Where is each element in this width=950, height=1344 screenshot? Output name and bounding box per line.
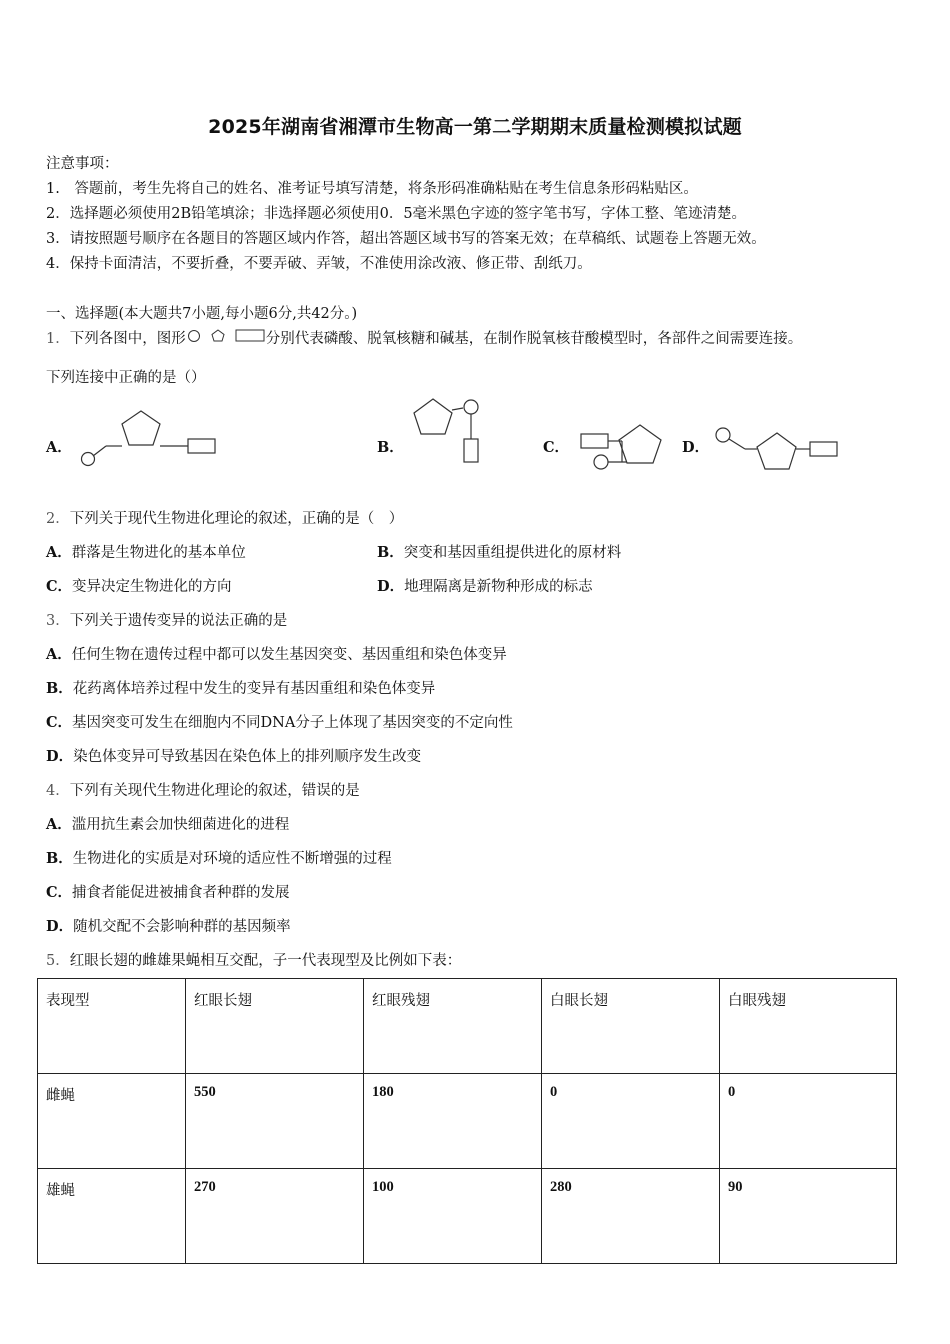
q4-option-a[interactable] (46, 813, 289, 834)
table-cell: 0 (542, 1074, 720, 1169)
option-text: 基因突变可发生在细胞内不同DNA分子上体现了基因突变的不定向性 (72, 715, 513, 731)
q3-option-c[interactable] (46, 711, 513, 732)
option-text: 变异决定生物进化的方向 (72, 579, 232, 595)
option-label: D． (46, 748, 74, 765)
q4-option-b[interactable] (46, 847, 392, 868)
question-number: 3． (46, 613, 70, 629)
table-header-cell: 白眼长翅 (542, 979, 720, 1074)
q2-option-d[interactable] (377, 575, 593, 596)
q4-stem-text: 下列有关现代生物进化理论的叙述，错误的是 (69, 783, 360, 799)
table-cell: 0 (720, 1074, 897, 1169)
q2-option-c[interactable] (46, 575, 232, 596)
notice-heading: 注意事项： (46, 156, 119, 172)
q2-option-b[interactable] (377, 541, 621, 562)
q2-stem-text: 下列关于现代生物进化理论的叙述，正确的是（ ） (69, 511, 404, 527)
q1-option-a-diagram (78, 405, 223, 470)
option-text: 滥用抗生素会加快细菌进化的进程 (71, 817, 290, 833)
table-cell: 270 (186, 1169, 364, 1264)
q1-stem-line2: 下列连接中正确的是（） (46, 370, 206, 386)
q1-stem-part-b: 分别代表磷酸、脱氧核糖和碱基，在制作脱氧核苷酸模型时，各部件之间需要连接。 (265, 331, 803, 347)
notice-item: 4．保持卡面清洁，不要折叠，不要弄破、弄皱，不准使用涂改液、修正带、刮纸刀。 (46, 256, 592, 272)
option-text: 地理隔离是新物种形成的标志 (404, 579, 593, 595)
option-text: 群落是生物进化的基本单位 (71, 545, 246, 561)
option-text: 染色体变异可导致基因在染色体上的排列顺序发生改变 (73, 749, 422, 765)
q1-option-d-diagram (712, 425, 844, 475)
option-label: D． (46, 918, 74, 935)
q3-stem-text: 下列关于遗传变异的说法正确的是 (69, 613, 288, 629)
option-text: 任何生物在遗传过程中都可以发生基因突变、基因重组和染色体变异 (71, 647, 507, 663)
table-cell: 雄蝇 (38, 1169, 186, 1264)
option-label: B． (377, 544, 404, 561)
q1-option-a-label[interactable]: A． (46, 439, 72, 456)
q1-stem (46, 327, 802, 348)
table-cell: 100 (364, 1169, 542, 1264)
q2-option-a[interactable] (46, 541, 246, 562)
option-text: 生物进化的实质是对环境的适应性不断增强的过程 (72, 851, 392, 867)
table-header-cell: 表现型 (38, 979, 186, 1074)
option-label: A． (46, 544, 72, 561)
q2-stem (46, 507, 403, 528)
table-cell: 550 (186, 1074, 364, 1169)
q3-stem (46, 609, 287, 630)
table-header-cell: 白眼残翅 (720, 979, 897, 1074)
option-text: 捕食者能促进被捕食者种群的发展 (72, 885, 290, 901)
page-title: 2025年湖南省湘潭市生物高一第二学期期末质量检测模拟试题 (208, 116, 742, 138)
table-row (38, 1169, 897, 1264)
table-row (38, 1074, 897, 1169)
q1-option-b-label[interactable]: B． (377, 439, 404, 456)
q4-option-c[interactable] (46, 881, 290, 902)
q5-stem (46, 949, 461, 970)
option-text: 随机交配不会影响种群的基因频率 (73, 919, 291, 935)
legend-shapes-icon (186, 327, 266, 345)
option-label: C． (46, 884, 73, 901)
option-text: 花药离体培养过程中发生的变异有基因重组和染色体变异 (72, 681, 436, 697)
phenotype-table (37, 978, 897, 1264)
q3-option-a[interactable] (46, 643, 507, 664)
option-label: A． (46, 646, 72, 663)
section-heading: 一、选择题(本大题共7小题,每小题6分,共42分。) (46, 306, 358, 322)
option-text: 突变和基因重组提供进化的原材料 (403, 545, 622, 561)
notice-item: 1. 答题前，考生先将自己的姓名、准考证号填写清楚，将条形码准确粘贴在考生信息条形码粘贴区。 (46, 181, 698, 197)
table-cell: 90 (720, 1169, 897, 1264)
question-number: 4． (46, 783, 70, 799)
notice-item: 2．选择题必须使用2B铅笔填涂；非选择题必须使用0．5毫米黑色字迹的签字笔书写，字体工整、笔迹清楚。 (46, 206, 747, 222)
table-header-cell: 红眼长翅 (186, 979, 364, 1074)
table-cell: 280 (542, 1169, 720, 1264)
q1-option-b-diagram (405, 393, 490, 468)
option-label: D． (377, 578, 405, 595)
option-label: A． (46, 816, 72, 833)
question-number: 2． (46, 511, 70, 527)
question-number: 1． (46, 331, 70, 347)
q3-option-b[interactable] (46, 677, 435, 698)
q4-stem (46, 779, 360, 800)
q4-option-d[interactable] (46, 915, 291, 936)
question-number: 5． (46, 953, 70, 969)
q1-option-c-label[interactable]: C． (543, 439, 570, 456)
table-header-cell: 红眼残翅 (364, 979, 542, 1074)
table-cell: 180 (364, 1074, 542, 1169)
q3-option-d[interactable] (46, 745, 421, 766)
q1-option-d-label[interactable]: D． (682, 439, 710, 456)
table-cell: 雌蝇 (38, 1074, 186, 1169)
option-label: B． (46, 850, 73, 867)
option-label: C． (46, 578, 73, 595)
option-label: B． (46, 680, 73, 697)
q1-stem-part-a: 下列各图中，图形 (69, 331, 186, 347)
option-label: C． (46, 714, 73, 731)
q5-stem-text: 红眼长翅的雌雄果蝇相互交配，子一代表现型及比例如下表： (69, 953, 462, 969)
table-header-row (38, 979, 897, 1074)
q1-option-c-diagram (578, 420, 668, 475)
notice-item: 3．请按照题号顺序在各题目的答题区域内作答，超出答题区域书写的答案无效；在草稿纸、试题卷上答题无效。 (46, 231, 766, 247)
